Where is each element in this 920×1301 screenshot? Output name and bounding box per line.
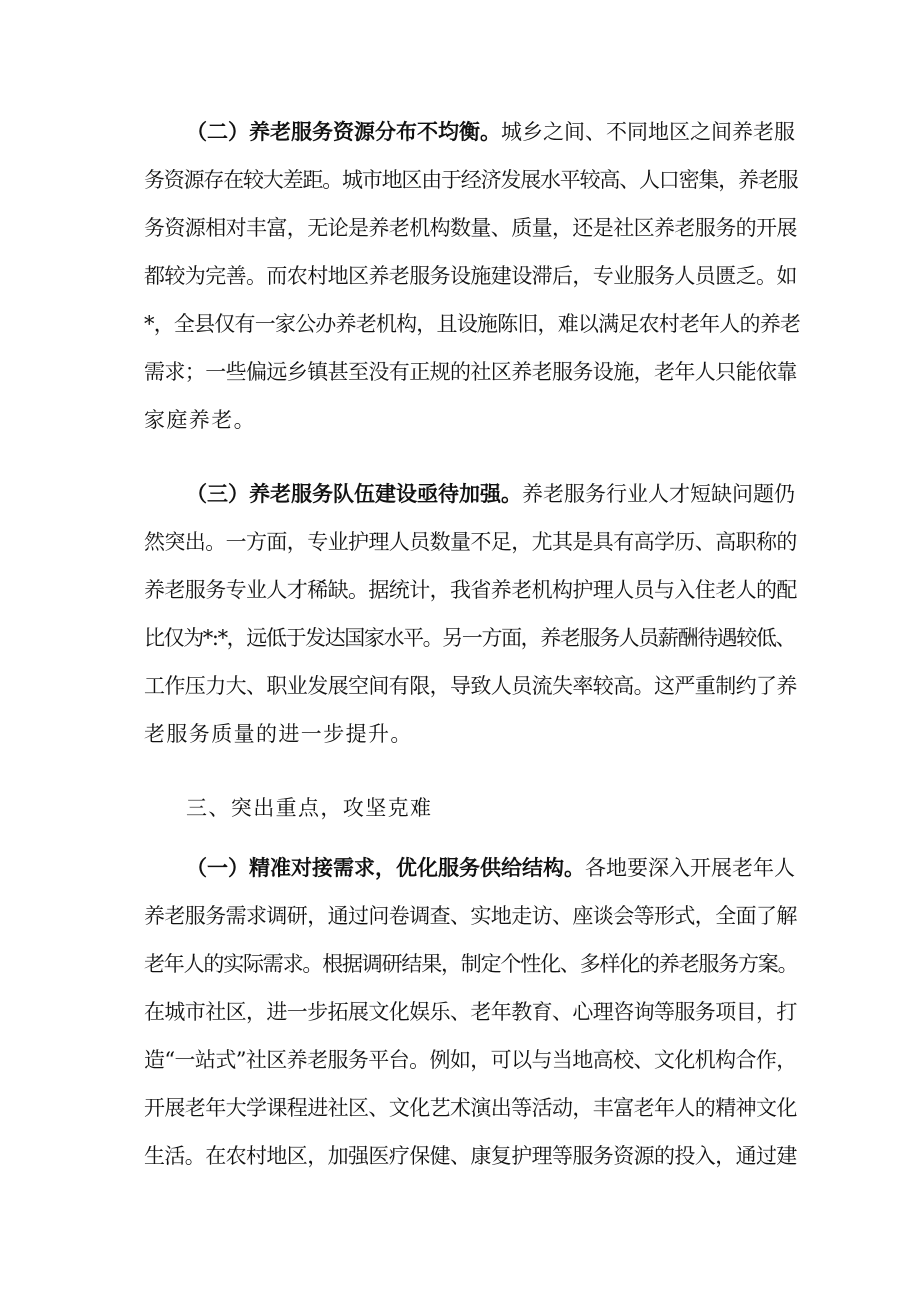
paragraph-line: 家庭养老。 [144, 408, 256, 432]
paragraph-line: 比仅为*:*，远低于发达国家水平。另一方面，养老服务人员薪酬待遇较低、 [144, 626, 796, 650]
paragraph-line: 务资源相对丰富，无论是养老机构数量、质量，还是社区养老服务的开展 [144, 216, 797, 240]
section-heading: 三、突出重点，攻坚克难 [186, 796, 433, 820]
paragraph-line: 工作压力大、职业发展空间有限，导致人员流失率较高。这严重制约了养 [144, 674, 797, 698]
paragraph-line: 然突出。一方面，专业护理人员数量不足，尤其是具有高学历、高职称的 [144, 530, 797, 554]
paragraph-line [186, 119, 795, 145]
paragraph-line [186, 855, 795, 881]
paragraph-line: 务资源存在较大差距。城市地区由于经济发展水平较高、人口密集，养老服 [144, 168, 798, 192]
paragraph-line: 老服务质量的进一步提升。 [144, 722, 413, 746]
paragraph-line: 需求；一些偏远乡镇甚至没有正规的社区养老服务设施，老年人只能依靠 [144, 360, 797, 384]
paragraph-line: 老年人的实际需求。根据调研结果，制定个性化、多样化的养老服务方案。 [144, 952, 798, 976]
paragraph-text: 各地要深入开展老年人 [585, 856, 795, 880]
paragraph-line: 生活。在农村地区，加强医疗保健、康复护理等服务资源的投入，通过建 [144, 1144, 797, 1168]
paragraph-text: 城乡之间、不同地区之间养老服 [501, 120, 795, 144]
paragraph-line: 开展老年大学课程进社区、文化艺术演出等活动，丰富老年人的精神文化 [144, 1096, 797, 1120]
paragraph-line: 在城市社区，进一步拓展文化娱乐、老年教育、心理咨询等服务项目，打 [144, 1000, 797, 1024]
paragraph-line: 养老服务专业人才稀缺。据统计，我省养老机构护理人员与入住老人的配 [144, 578, 797, 602]
paragraph-line: 养老服务需求调研，通过问卷调查、实地走访、座谈会等形式，全面了解 [144, 904, 797, 928]
paragraph-line: 都较为完善。而农村地区养老服务设施建设滞后，专业服务人员匮乏。如 [144, 264, 797, 288]
paragraph-lead: （三）养老服务队伍建设亟待加强。 [186, 482, 522, 506]
paragraph-line [186, 481, 795, 507]
paragraph-lead: （二）养老服务资源分布不均衡。 [186, 120, 501, 144]
paragraph-text: 养老服务行业人才短缺问题仍 [522, 482, 795, 506]
paragraph-line: *，全县仅有一家公办养老机构，且设施陈旧，难以满足农村老年人的养老 [144, 312, 801, 336]
paragraph-line: 造“一站式”社区养老服务平台。例如，可以与当地高校、文化机构合作， [144, 1048, 797, 1072]
paragraph-lead: （一）精准对接需求，优化服务供给结构。 [186, 856, 585, 880]
